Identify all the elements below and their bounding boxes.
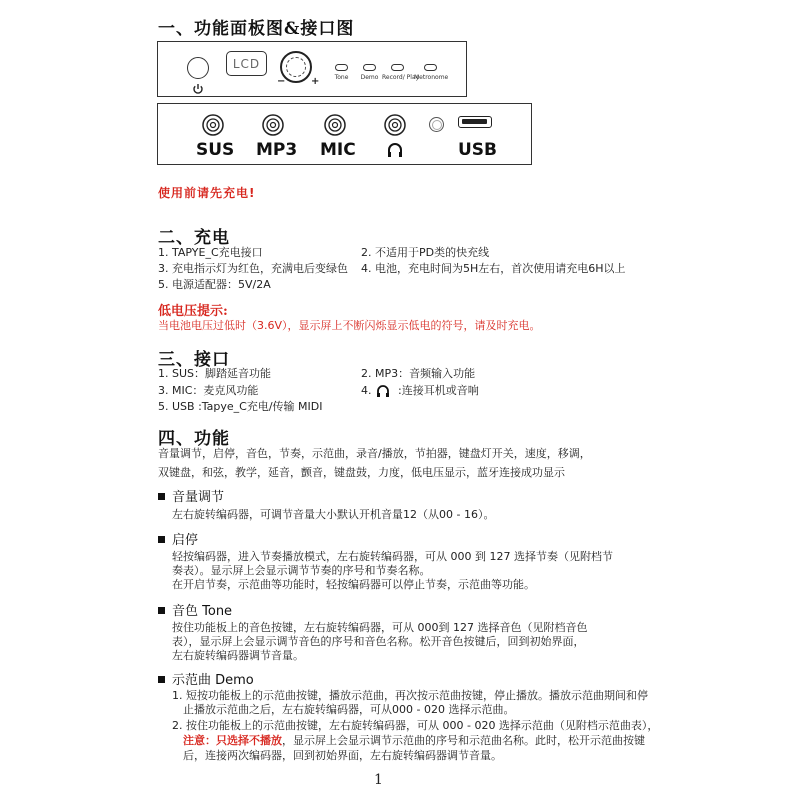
bullet-icon [158, 493, 165, 500]
usb-label: USB [458, 140, 498, 160]
port-item-3: 3. MIC：麦克风功能 [158, 384, 259, 397]
low-voltage-title: 低电压提示: [158, 304, 228, 319]
port-item-4-text: :连接耳机或音响 [398, 384, 479, 397]
charge-led [429, 117, 444, 132]
page-number: 1 [374, 772, 383, 788]
jack-panel [157, 103, 532, 165]
record-play-button-label: Record/ Play [382, 74, 420, 81]
power-button[interactable] [187, 57, 209, 79]
demo-heading: 示范曲 Demo [172, 673, 254, 688]
startstop-heading: 启停 [172, 533, 199, 548]
record-play-button[interactable] [391, 64, 404, 71]
demo-line-3: 2. 按住功能板上的示范曲按键，左右旋转编码器，可从 000 - 020 选择示范曲（见附档示范曲表）， [172, 719, 659, 732]
functions-intro-line-2: 双键盘，和弦，教学，延音，颤音，键盘鼓，力度，低电压显示，蓝牙连接成功显示 [158, 466, 565, 479]
charge-warning: 使用前请先充电! [158, 186, 256, 200]
lcd-label: LCD [232, 56, 261, 71]
tone-line-3: 左右旋转编码器调节音量。 [172, 649, 304, 662]
startstop-line-3: 在开启节奏，示范曲等功能时，轻按编码器可以停止节奏，示范曲等功能。 [172, 578, 535, 591]
port-item-1: 1. SUS：脚踏延音功能 [158, 367, 272, 380]
tone-line-1: 按住功能板上的音色按键，左右旋转编码器，可从 000到 127 选择音色（见附档音色 [172, 621, 588, 634]
demo-button[interactable] [363, 64, 376, 71]
mp3-jack[interactable] [262, 114, 284, 136]
function-panel [157, 41, 467, 97]
section-2-title: 二、充电 [158, 228, 230, 248]
lcd-display [226, 51, 267, 76]
charge-item-3: 3. 充电指示灯为红色，充满电后变绿色 [158, 262, 348, 275]
charge-item-2: 2. 不适用于PD类的快充线 [361, 246, 490, 259]
volume-plus-label: + [311, 76, 320, 87]
mic-jack-label: MIC [320, 140, 356, 160]
tone-heading: 音色 Tone [172, 604, 233, 619]
mp3-jack-label: MP3 [256, 140, 298, 160]
demo-note-label: 注意：只选择不播放 [183, 734, 282, 747]
bullet-icon [158, 536, 165, 543]
functions-intro-line-1: 音量调节，启停，音色，节奏，示范曲，录音/播放，节拍器，键盘灯开关，速度，移调， [158, 447, 591, 460]
low-voltage-text: 当电池电压过低时（3.6V），显示屏上不断闪烁显示低电的符号，请及时充电。 [158, 319, 541, 332]
demo-note-line [183, 733, 645, 749]
power-icon [191, 80, 205, 92]
startstop-line-2: 奏表）。显示屏上会显示调节节奏的序号和节奏名称。 [172, 564, 431, 577]
headphone-jack[interactable] [384, 114, 406, 136]
charge-item-1: 1. TAPYE_C充电接口 [158, 246, 263, 259]
metronome-button[interactable] [424, 64, 437, 71]
volume-minus-label: − [277, 76, 286, 87]
sus-jack-label: SUS [196, 140, 235, 160]
port-item-2: 2. MP3：音频输入功能 [361, 367, 476, 380]
volume-heading: 音量调节 [172, 490, 225, 505]
charge-item-5: 5. 电源适配器：5V/2A [158, 278, 271, 291]
section-4-title: 四、功能 [158, 429, 230, 449]
metronome-button-label: Metronome [414, 74, 449, 81]
demo-line-2: 止播放示范曲之后，左右旋转编码器，可从000 - 020 选择示范曲。 [183, 703, 515, 716]
sus-jack[interactable] [202, 114, 224, 136]
volume-line-1: 左右旋转编码器，可调节音量大小默认开机音量12（从00 - 16）。 [172, 508, 495, 521]
section-3-title: 三、接口 [158, 350, 230, 370]
demo-note-rest: ，显示屏上会显示调节示范曲的序号和示范曲名称。此时，松开示范曲按键 [282, 734, 645, 747]
headphone-icon [376, 383, 390, 397]
demo-button-label: Demo [360, 74, 379, 81]
port-item-5: 5. USB :Tapye_C充电/传输 MIDI [158, 400, 323, 413]
demo-line-1: 1. 短按功能板上的示范曲按键，播放示范曲，再次按示范曲按键，停止播放。播放示范曲期间和停 [172, 689, 648, 702]
tone-button-label: Tone [334, 74, 349, 81]
headphone-icon [387, 142, 403, 158]
section-1-title: 一、功能面板图&接口图 [158, 19, 355, 39]
port-item-4-number: 4. [361, 384, 372, 397]
tone-button[interactable] [335, 64, 348, 71]
startstop-line-1: 轻按编码器，进入节奏播放模式，左右旋转编码器，可从 000 到 127 选择节奏（见附档节 [172, 550, 613, 563]
mic-jack[interactable] [324, 114, 346, 136]
usb-port[interactable] [458, 116, 492, 128]
tone-line-2: 表），显示屏上会显示调节音色的序号和音色名称。松开音色按键后，回到初始界面， [172, 635, 585, 648]
demo-last-line: 后，连接两次编码器，回到初始界面，左右旋转编码器调节音量。 [183, 749, 502, 762]
charge-item-4: 4. 电池，充电时间为5H左右，首次使用请充电6H以上 [361, 262, 626, 275]
bullet-icon [158, 607, 165, 614]
bullet-icon [158, 676, 165, 683]
